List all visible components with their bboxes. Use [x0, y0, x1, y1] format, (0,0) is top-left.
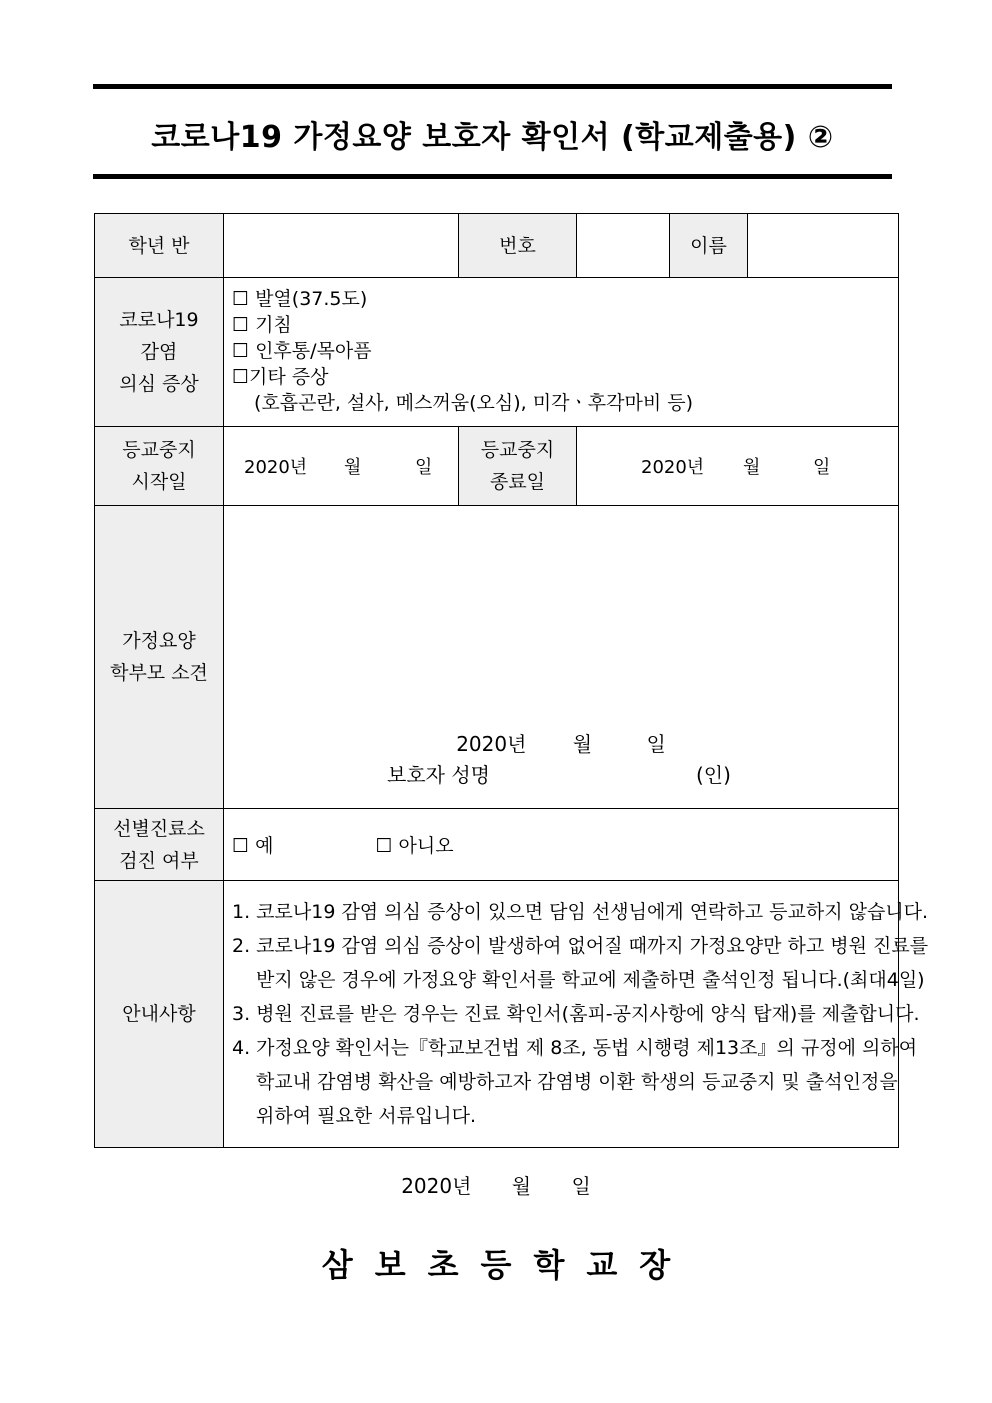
issue-date: [0, 1170, 992, 1199]
symptoms-label-line2: 감염: [140, 341, 178, 363]
notice-line-4-cont-2: 위하여 필요한 서류입니다.: [256, 1105, 477, 1127]
notice-row: [95, 881, 899, 1148]
confirmation-form-table: [94, 213, 929, 1148]
issue-year: 2020년: [401, 1174, 472, 1198]
suspension-dates-row: [95, 427, 899, 506]
symptom-fever-checkbox[interactable]: ☐ 발열(37.5도): [232, 288, 368, 310]
suspension-end-year: 2020년: [641, 457, 705, 478]
symptoms-label: [95, 278, 224, 427]
symptom-other-checkbox[interactable]: ☐기타 증상: [232, 366, 329, 388]
principal-signature: 삼보초등학교장: [321, 1246, 693, 1284]
notice-line-4-cont-1: 학교내 감염병 확산을 예방하고자 감염병 이환 학생의 등교중지 및 출석인정을: [256, 1071, 898, 1093]
grade-class-field[interactable]: [224, 214, 459, 278]
symptoms-checklist: [224, 278, 899, 427]
title-top-rule: [93, 84, 892, 89]
suspension-end-day: 일: [813, 457, 831, 478]
student-info-row: [95, 214, 899, 278]
screening-label: [95, 809, 224, 881]
parent-opinion-month: 월: [572, 732, 593, 756]
parent-opinion-row: [95, 506, 899, 809]
symptoms-row: [95, 278, 899, 427]
suspension-end-label-line1: 등교중지: [480, 439, 555, 461]
notice-line-2-cont: 받지 않은 경우에 가정요양 확인서를 학교에 제출하면 출석인정 됩니다.(최대4일): [256, 969, 925, 991]
symptoms-label-line1: 코로나19: [119, 309, 199, 331]
notice-line-2: 2. 코로나19 감염 의심 증상이 발생하여 없어질 때까지 가정요양만 하고 병원 진료를: [232, 935, 929, 957]
suspension-end-label: [459, 427, 577, 506]
notice-label: 안내사항: [95, 881, 224, 1148]
number-field[interactable]: [577, 214, 670, 278]
title-bottom-rule: [93, 174, 892, 179]
name-label: 이름: [670, 214, 748, 278]
screening-label-line1: 선별진료소: [113, 817, 205, 840]
symptom-other-note: (호흡곤란, 설사, 메스꺼움(오심), 미각ㆍ후각마비 등): [254, 392, 694, 414]
suspension-start-label-line1: 등교중지: [122, 439, 196, 461]
symptom-sore-throat-checkbox[interactable]: ☐ 인후통/목아픔: [232, 340, 372, 362]
suspension-start-date-field[interactable]: [224, 427, 459, 506]
parent-opinion-label-line1: 가정요양: [122, 630, 196, 652]
parent-opinion-field[interactable]: [224, 506, 899, 809]
suspension-start-year: 2020년: [244, 457, 308, 478]
guardian-name-label: 보호자 성명: [387, 763, 490, 787]
suspension-start-label: [95, 427, 224, 506]
suspension-end-month: 월: [743, 457, 761, 478]
parent-opinion-label: [95, 506, 224, 809]
screening-row: [95, 809, 899, 881]
grade-class-label: 학년 반: [95, 214, 224, 278]
suspension-end-date-field[interactable]: [577, 427, 899, 506]
symptom-cough-checkbox[interactable]: ☐ 기침: [232, 314, 292, 336]
screening-options: [224, 809, 899, 881]
notice-text: [224, 881, 929, 1148]
name-field[interactable]: [748, 214, 899, 278]
notice-line-4: 4. 가정요양 확인서는『학교보건법 제 8조, 동법 시행령 제13조』의 규정에 의하여: [232, 1037, 918, 1059]
suspension-end-label-line2: 종료일: [489, 471, 546, 493]
number-label: 번호: [459, 214, 577, 278]
notice-line-1: 1. 코로나19 감염 의심 증상이 있으면 담임 선생님에게 연락하고 등교하지 않습니다.: [232, 901, 929, 923]
screening-no-checkbox[interactable]: ☐ 아니오: [375, 835, 454, 857]
issue-day: 일: [571, 1174, 591, 1198]
suspension-start-label-line2: 시작일: [131, 471, 187, 493]
parent-opinion-year: 2020년: [456, 732, 527, 756]
guardian-seal-mark: (인): [696, 763, 731, 787]
notice-line-3: 3. 병원 진료를 받은 경우는 진료 확인서(홈피-공지사항에 양식 탑재)를 제출합니다.: [232, 1003, 920, 1025]
symptoms-label-line3: 의심 증상: [119, 373, 199, 395]
parent-opinion-day: 일: [646, 732, 666, 756]
parent-opinion-label-line2: 학부모 소견: [110, 662, 208, 684]
issue-month: 월: [511, 1174, 532, 1198]
page-title: 코로나19 가정요양 보호자 확인서 (학교제출용) ②: [151, 120, 834, 155]
suspension-start-day: 일: [415, 457, 433, 478]
screening-yes-checkbox[interactable]: ☐ 예: [232, 835, 274, 857]
suspension-start-month: 월: [344, 457, 362, 478]
screening-label-line2: 검진 여부: [119, 849, 199, 872]
parent-opinion-date: [224, 728, 898, 757]
